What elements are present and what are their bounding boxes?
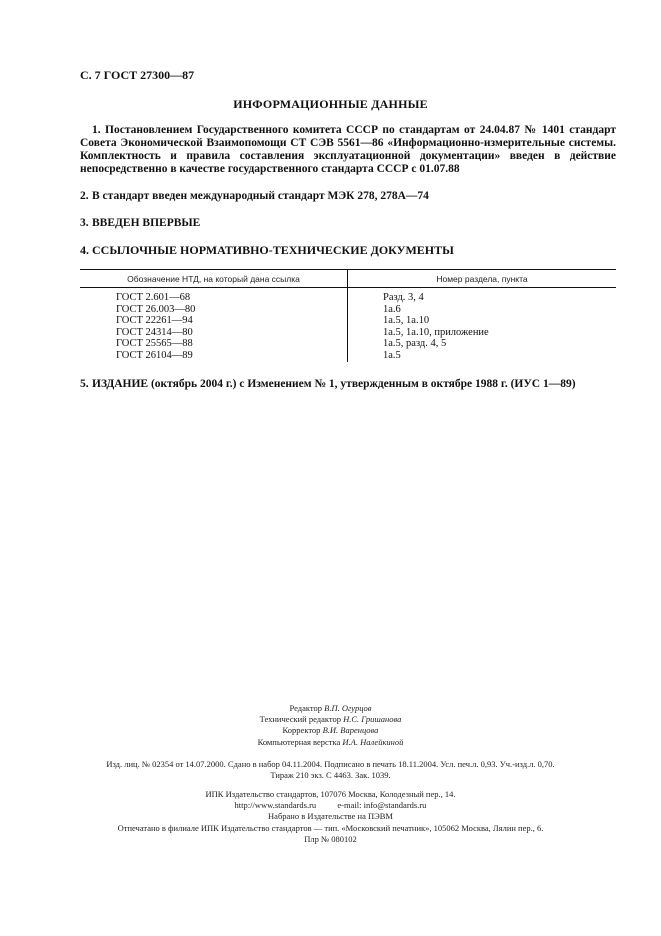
table-body [80,292,616,361]
info-item-1 [80,124,616,176]
tech-editor-line: Технический редактор Н.С. Гришанова [259,714,402,725]
publisher-web: http://www.standards.ru e-mail: info@standards.ru [234,800,427,811]
info-item-5-num: 5. [80,378,89,390]
section-cell: 1а.5, 1а.10 [383,315,430,326]
info-item-3-num: 3. [80,217,89,229]
info-item-1-text: 1. Постановлением Государственного комитета СССР по стандартам от 24.04.87 № 1401 стандарт Совета Экономической Взаимопомощи СТ СЭВ 5561—86 «Информационно-измерительные системы. Комплектность и правила составления эксплуатационной документации» введен в действие непосредственно в качестве государственного стандарта СССР с 01.07.88 [80,124,617,175]
typesetting-note: Набрано в Издательстве на ПЭВМ [268,811,393,822]
info-item-5-text: ИЗДАНИЕ (октябрь 2004 г.) с Изменением № 1, утвержденным в октябре 1988 г. (ИУС 1—89) [92,378,576,390]
printing-note: Отпечатано в филиале ИПК Издательство стандартов — тип. «Московский печатник», 105062 Москва, Лялин пер., 6. [117,822,544,833]
section-cell: 1а.5, разд. 4, 5 [383,338,447,349]
doc-cell: ГОСТ 24314—80 [116,326,193,338]
page-header: С. 7 ГОСТ 27300—87 [80,68,195,82]
info-item-1-num: 1. [92,124,101,136]
section-cell: 1а.5, 1а.10, приложение [383,326,489,338]
table-row [80,327,616,339]
info-item-2 [80,190,616,203]
doc-cell: ГОСТ 22261—94 [116,315,193,326]
info-item-3 [80,217,616,230]
publisher-block [0,789,661,845]
section-cell: 1а.6 [383,303,401,315]
info-item-4-num: 4. [80,243,89,257]
section-title: ИНФОРМАЦИОННЫЕ ДАННЫЕ [233,97,428,111]
proofreader-line: Корректор В.И. Варенцова [282,725,379,736]
editor-line: Редактор В.П. Огурцов [289,703,372,713]
table-header-section: Номер раздела, пункта [436,274,528,284]
info-item-4 [80,244,616,257]
table-row [80,315,616,327]
doc-cell: ГОСТ 25565—88 [116,338,193,349]
table-row [80,292,616,304]
table-header-rule [80,287,616,288]
info-item-2-text: В стандарт введен международный стандарт МЭК 278, 278А—74 [92,190,429,202]
section-cell: 1а.5 [383,349,401,361]
info-item-3-text: ВВЕДЕН ВПЕРВЫЕ [92,217,201,229]
table-header-document: Обозначение НТД, на который дана ссылка [127,274,300,284]
doc-cell: ГОСТ 26.003—80 [116,303,196,315]
publication-line-2: Тираж 210 экз. С 4463. Зак. 1039. [270,770,391,781]
info-item-4-text: ССЫЛОЧНЫЕ НОРМАТИВНО-ТЕХНИЧЕСКИЕ ДОКУМЕНТЫ [92,243,454,257]
publisher-address: ИПК Издательство стандартов, 107076 Москва, Колодезный пер., 14. [205,789,456,799]
doc-cell: ГОСТ 2.601—68 [116,292,191,303]
table-row [80,304,616,316]
license-number: Плр № 080102 [304,833,357,844]
doc-cell: ГОСТ 26104—89 [116,349,193,361]
info-item-5 [80,378,616,391]
info-item-2-num: 2. [80,190,89,202]
publication-info [0,759,661,781]
section-cell: Разд. 3, 4 [383,292,424,303]
editors-block [0,703,661,748]
table-row [80,350,616,362]
table-top-rule [80,269,616,270]
layout-line: Компьютерная верстка И.А. Налейкиной [257,736,404,747]
table-row [80,338,616,350]
publication-line-1: Изд. лиц. № 02354 от 14.07.2000. Сдано в набор 04.11.2004. Подписано в печать 18.11.2004. Усл. печ.л. 0,93. Уч.-изд.л. 0,70. [106,759,555,769]
